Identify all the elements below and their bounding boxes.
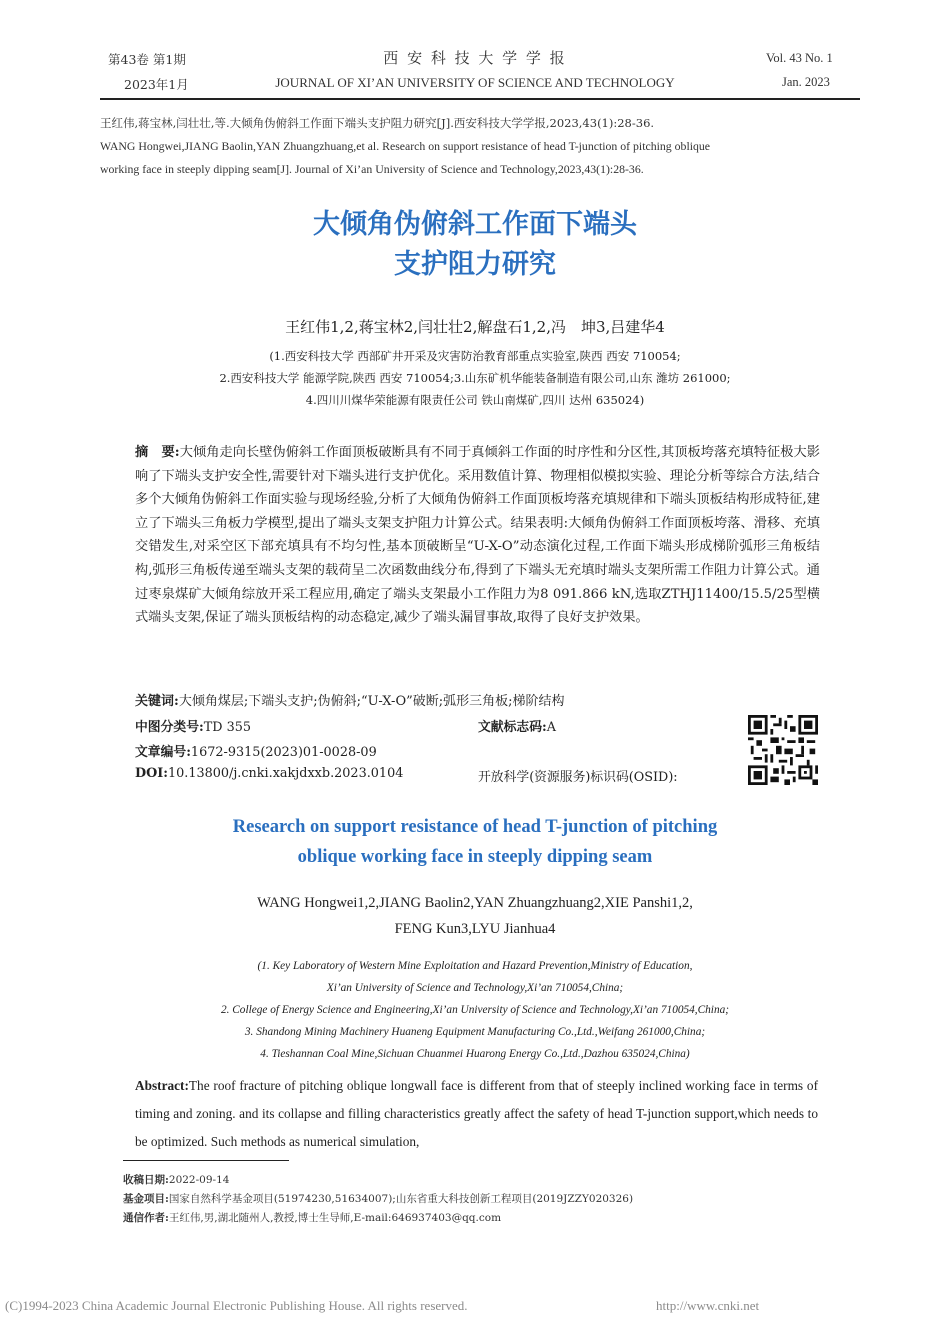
article-number-value: 1672-9315(2023)01-0028-09 xyxy=(190,745,377,760)
abstract-zh xyxy=(135,441,820,630)
affiliation-en-2: 2. College of Energy Science and Engineering,Xi’an University of Science and Technology,Xi’an 710054,China; xyxy=(220,1004,730,1016)
affiliation-en-1b: Xi’an University of Science and Technology,Xi’an 710054,China; xyxy=(326,982,624,994)
affiliation-en-1a: (1. Key Laboratory of Western Mine Exploitation and Hazard Prevention,Ministry of Education, xyxy=(257,960,693,972)
authors-en xyxy=(0,890,950,942)
keywords-zh-text: 大倾角煤层;下端头支护;伪俯斜;“U-X-O”破断;弧形三角板;梯阶结构 xyxy=(178,694,565,709)
fund-text: 国家自然科学基金项目(51974230,51634007);山东省重大科技创新工程项目(2019JZZY020326) xyxy=(168,1193,634,1205)
abstract-en-text: The roof fracture of pitching oblique longwall face is different from that of steeply inclined working face in terms of timing and zoning. and its collapse and filling characteristics greatly affect the safety of head T-junction support,which needs to be optimized. Such methods as numerical simulation, xyxy=(135,1078,818,1149)
affiliation-zh-2: 2.西安科技大学 能源学院,陕西 西安 710054;3.山东矿机华能装备制造有限公司,山东 潍坊 261000; xyxy=(219,371,731,385)
citation-zh: 王红伟,蒋宝林,闫壮壮,等.大倾角伪俯斜工作面下端头支护阻力研究[J].西安科技大学学报,2023,43(1):28-36. xyxy=(100,116,655,130)
title-en-line2: oblique working face in steeply dipping seam xyxy=(297,847,653,867)
date-en: Jan. 2023 xyxy=(782,75,830,89)
article-number-label: 文章编号: xyxy=(135,745,191,760)
received-label: 收稿日期: xyxy=(123,1174,169,1186)
authors-en-line2: FENG Kun3,LYU Jianhua4 xyxy=(394,921,556,937)
journal-title-en: JOURNAL OF XI’AN UNIVERSITY OF SCIENCE AND TECHNOLOGY xyxy=(275,75,675,90)
volume-issue-zh: 第43卷 第1期 xyxy=(108,52,186,67)
fund-label: 基金项目: xyxy=(123,1193,169,1205)
corr-label: 通信作者: xyxy=(123,1212,169,1224)
date-zh: 2023年1月 xyxy=(124,77,189,92)
header-rule xyxy=(100,98,860,100)
copyright-footer: (C)1994-2023 China Academic Journal Electronic Publishing House. All rights reserved. xyxy=(5,1298,468,1313)
title-zh-line1: 大倾角伪俯斜工作面下端头 xyxy=(313,209,637,240)
footnote-corresponding xyxy=(123,1209,501,1228)
affiliations-en xyxy=(0,955,950,1065)
affiliations-zh xyxy=(0,345,950,411)
title-zh-line2: 支护阻力研究 xyxy=(394,249,556,280)
citation-en-line2: working face in steeply dipping seam[J]. Journal of Xi’an University of Science and Technology,2023,43(1):28-36. xyxy=(100,162,644,176)
corr-text: 王红伟,男,湖北随州人,教授,博士生导师,E-mail:646937403@qq.com xyxy=(168,1212,502,1224)
keywords-zh xyxy=(135,690,820,709)
title-en-line1: Research on support resistance of head T-junction of pitching xyxy=(232,817,718,837)
abstract-en-label: Abstract: xyxy=(135,1078,189,1093)
abstract-zh-label: 摘 要: xyxy=(135,445,180,460)
authors-zh xyxy=(0,316,950,337)
article-title-zh xyxy=(0,205,950,285)
received-date: 2022-09-14 xyxy=(168,1174,230,1186)
volume-issue-en: Vol. 43 No. 1 xyxy=(766,51,833,65)
abstract-zh-text: 大倾角走向长壁伪俯斜工作面顶板破断具有不同于真倾斜工作面的时序性和分区性,其顶板垮落充填特征极大影响了下端头支护安全性,需要针对下端头进行支护优化。采用数值计算、物理相似模拟实验、理论分析等综合方法,结合多个大倾角伪俯斜工作面实验与现场经验,分析了大倾角伪俯斜工作面顶板垮落充填规律和下端头顶板结构形成特征,建立了下端头三角板力学模型,提出了端头支架支护阻力计算公式。结果表明:大倾角伪俯斜工作面顶板垮落、滑移、充填交错发生,对采空区下部充填具有不均匀性,基本顶破断呈“U-X-O”动态演化过程,工作面下端头形成梯阶弧形三角板结构,弧形三角板传递至端头支架的载荷呈二次函数曲线分布,得到了下端头无充填时端头支架所需工作阻力计算公式。通过枣泉煤矿大倾角综放开采工程应用,确定了端头支架最小工作阻力为8 091.866 kN,选取ZTHJ11400/15.5/25型横式端头支架,保证了端头顶板结构的动态稳定,减少了端头漏冒事故,取得了良好支护效果。 xyxy=(135,445,820,626)
clc-value: TD 355 xyxy=(203,720,252,735)
doi xyxy=(135,766,403,781)
affiliation-zh-3: 4.四川川煤华荣能源有限责任公司 铁山南煤矿,四川 达州 635024) xyxy=(305,393,645,407)
clc-label: 中图分类号: xyxy=(135,720,204,735)
doc-code-label: 文献标志码: xyxy=(478,720,547,735)
doc-code-value: A xyxy=(546,720,556,735)
footnote-received xyxy=(123,1171,229,1190)
footnote-fund xyxy=(123,1190,633,1209)
journal-title-zh: 西 安 科 技 大 学 学 报 xyxy=(383,49,567,67)
doi-value: 10.13800/j.cnki.xakjdxxb.2023.0104 xyxy=(167,766,404,781)
keywords-zh-label: 关键词: xyxy=(135,694,179,709)
affiliation-en-3: 3. Shandong Mining Machinery Huaneng Equipment Manufacturing Co.,Ltd.,Weifang 261000,China; xyxy=(244,1026,706,1038)
affiliation-en-4: 4. Tieshannan Coal Mine,Sichuan Chuanmei Huarong Energy Co.,Ltd.,Dazhou 635024,China) xyxy=(260,1048,690,1060)
citation-block xyxy=(100,112,860,181)
osid-label: 开放科学(资源服务)标识码(OSID): xyxy=(478,770,678,785)
abstract-en xyxy=(135,1072,818,1156)
article-title-en xyxy=(0,812,950,872)
article-number xyxy=(135,741,377,760)
authors-zh-text: 王红伟1,2,蒋宝林2,闫壮壮2,解盘石1,2,冯 坤3,吕建华4 xyxy=(285,318,665,336)
osid-qr-code[interactable] xyxy=(748,715,818,785)
clc-number xyxy=(135,716,251,735)
doi-label: DOI: xyxy=(135,766,168,781)
footnote-rule xyxy=(123,1160,289,1161)
authors-en-line1: WANG Hongwei1,2,JIANG Baolin2,YAN Zhuangzhuang2,XIE Panshi1,2, xyxy=(257,895,693,911)
citation-en-line1: WANG Hongwei,JIANG Baolin,YAN Zhuangzhuang,et al. Research on support resistance of head T-junction of pitching oblique xyxy=(100,139,711,153)
cnki-url[interactable]: http://www.cnki.net xyxy=(656,1298,760,1313)
affiliation-zh-1: (1.西安科技大学 西部矿井开采及灾害防治教育部重点实验室,陕西 西安 710054; xyxy=(269,349,681,363)
document-code xyxy=(478,716,556,735)
